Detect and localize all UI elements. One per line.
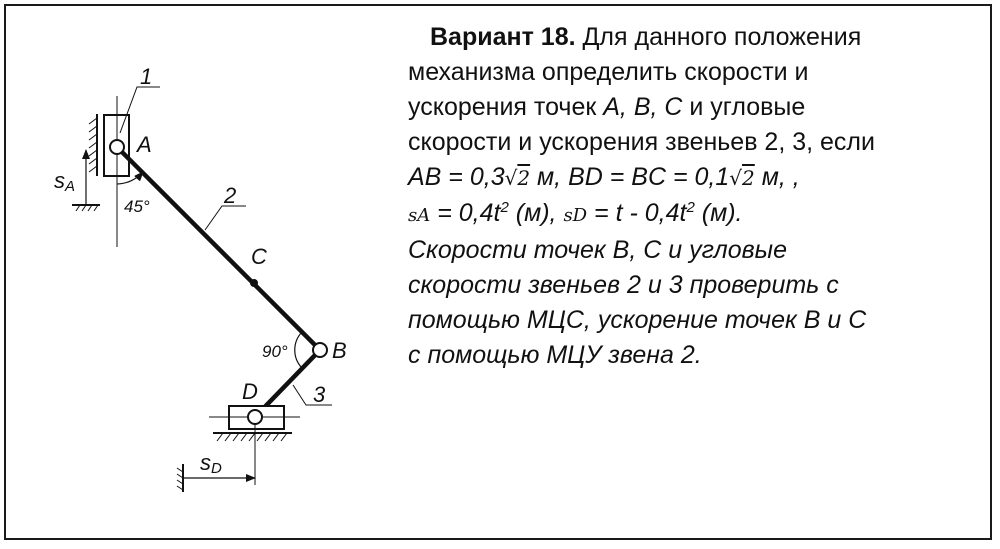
ab-unit: м, (530, 163, 569, 191)
label-point-d: D (242, 379, 258, 404)
sd-coordinate (177, 425, 255, 492)
label-link-1: 1 (140, 64, 153, 89)
sa-symbol: sA (408, 205, 431, 226)
label-link-3: 3 (313, 382, 326, 407)
sd-exponent: 2 (686, 199, 695, 216)
task-line-6 (408, 196, 978, 233)
sqrt-bd-arg: 2 (742, 166, 755, 190)
task-line-8 (408, 268, 978, 303)
sqrt-bd-sign: √ (729, 166, 743, 190)
joint-a (110, 140, 124, 154)
guide-wall-a (89, 114, 97, 176)
guide-wall-d (213, 433, 292, 441)
task-line-5 (408, 160, 978, 196)
label-sa (54, 168, 75, 195)
sa-exponent: 2 (500, 199, 509, 216)
task-line-3-post: и угловые (682, 93, 806, 121)
sd-unit: (м). (694, 199, 743, 227)
label-point-c: C (251, 244, 267, 269)
joint-b (313, 343, 327, 357)
task-line-3 (408, 90, 978, 125)
task-italic-4: с помощью МЦУ звена 2. (408, 341, 702, 369)
label-point-a: A (137, 132, 152, 157)
link-2 (117, 147, 320, 350)
task-line-1 (408, 20, 978, 55)
leader-link-2 (205, 206, 246, 230)
task-line-7 (408, 233, 978, 268)
task-line-2: механизма определить скорости и (408, 58, 809, 86)
sd-equation: = t - 0,4t (587, 199, 687, 227)
label-angle-b: 90° (262, 342, 288, 361)
bd-unit: м, , (754, 163, 800, 191)
sqrt-ab-arg: 2 (517, 166, 531, 190)
ab-equation: AB = 0,3 (408, 163, 505, 191)
sqrt-bd (729, 166, 754, 190)
task-line-1-text: Для данного положения (575, 23, 862, 51)
task-line-4: скорости и ускорения звеньев 2, 3, если (408, 128, 875, 156)
task-italic-1: Скорости точек B, C и угловые (408, 236, 787, 264)
sd-symbol: sD (563, 205, 588, 226)
task-line-9 (408, 303, 978, 338)
label-sa-main: s (54, 168, 65, 193)
label-point-b: B (332, 338, 347, 363)
bd-equation: BD = BC = 0,1 (568, 163, 730, 191)
sqrt-ab-sign: √ (504, 166, 518, 190)
label-sd-main: s (200, 450, 211, 475)
variant-label: Вариант 18. (430, 23, 576, 51)
label-sd-sub: D (211, 460, 222, 477)
sqrt-ab (505, 166, 530, 190)
point-c (250, 279, 258, 287)
label-angle-a: 45° (124, 197, 150, 216)
task-text (408, 20, 978, 373)
joint-d (248, 410, 262, 424)
task-italic-3: помощью МЦС, ускорение точек B и C (408, 306, 867, 334)
task-line-10 (408, 338, 978, 373)
sa-equation: = 0,4t (430, 199, 501, 227)
task-line-3-pre: ускорения точек (408, 93, 604, 121)
task-line-3-points: A, B, C (603, 93, 683, 121)
sa-unit: (м), (508, 199, 564, 227)
angle-arc-b (295, 332, 302, 368)
task-italic-2: скорости звеньев 2 и 3 проверить с (408, 271, 839, 299)
label-link-2: 2 (224, 183, 237, 208)
label-sd (200, 450, 222, 477)
mechanism-diagram (0, 0, 400, 549)
label-sa-sub: A (65, 178, 76, 195)
